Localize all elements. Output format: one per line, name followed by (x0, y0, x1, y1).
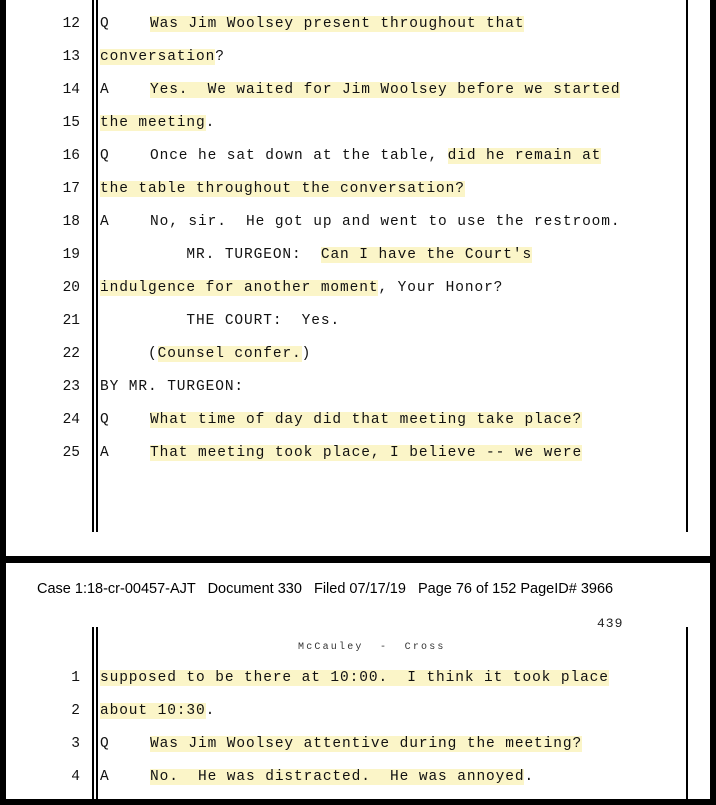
transcript-line-text (150, 736, 582, 752)
speaker-code: Q (100, 736, 110, 752)
line-number: 15 (62, 115, 80, 131)
line-number: 25 (62, 445, 80, 461)
highlighted-text: Was Jim Woolsey present throughout that (150, 16, 525, 32)
highlighted-text: Was Jim Woolsey attentive during the meeting? (150, 736, 583, 752)
line-number: 18 (62, 214, 80, 230)
line-number: 20 (62, 280, 80, 296)
plain-text: , Your Honor? (378, 280, 504, 296)
left-margin-rule (92, 627, 94, 799)
highlighted-text: about 10:30 (100, 703, 206, 719)
transcript-line-text (100, 280, 503, 296)
transcript-line-text (100, 346, 311, 362)
highlighted-text: conversation (100, 49, 216, 65)
speaker-code: Q (100, 16, 110, 32)
plain-text: BY MR. TURGEON: (100, 379, 245, 395)
highlighted-text: did he remain at (447, 148, 602, 164)
transcript-page-75 (6, 0, 710, 556)
highlighted-text: Yes. We waited for Jim Woolsey before we started (150, 82, 621, 98)
plain-text: . (205, 703, 216, 719)
line-number: 14 (62, 82, 80, 98)
transcript-page-76 (6, 563, 710, 799)
speaker-code: A (100, 769, 110, 785)
transcript-line-text (100, 313, 340, 329)
speaker-code: Q (100, 148, 110, 164)
highlighted-text: That meeting took place, I believe -- we were (150, 445, 583, 461)
highlighted-text: Counsel confer. (157, 346, 302, 362)
plain-text: ( (148, 346, 158, 362)
left-margin-rule (92, 0, 94, 532)
highlighted-text: supposed to be there at 10:00. I think it took place (100, 670, 609, 686)
left-margin-rule-inner (96, 0, 98, 532)
line-number: 21 (62, 313, 80, 329)
right-margin-rule (686, 0, 688, 532)
speaker-code: A (100, 82, 110, 98)
page-number: 439 (597, 616, 624, 631)
transcript-line-text (100, 703, 215, 719)
transcript-line-text (100, 49, 225, 65)
transcript-line-text (150, 148, 601, 164)
transcript-line-text (100, 379, 244, 395)
highlighted-text: No. He was distracted. He was annoyed (150, 769, 525, 785)
transcript-line-text (100, 115, 215, 131)
speaker-code: A (100, 214, 110, 230)
highlighted-text: Can I have the Court's (320, 247, 533, 263)
transcript-line-text (150, 769, 534, 785)
speaker-code: A (100, 445, 110, 461)
line-number: 13 (62, 49, 80, 65)
line-number: 12 (62, 16, 80, 32)
highlighted-text: the table throughout the conversation? (100, 181, 465, 197)
plain-text: . (524, 769, 535, 785)
plain-text: ) (301, 346, 312, 362)
line-number: 17 (62, 181, 80, 197)
plain-text: MR. TURGEON: (186, 247, 321, 263)
transcript-line-text (150, 82, 620, 98)
line-number: 22 (62, 346, 80, 362)
plain-text: Once he sat down at the table, (150, 148, 448, 164)
highlighted-text: indulgence for another moment (100, 280, 379, 296)
transcript-line-text (100, 247, 532, 263)
transcript-line-text (100, 670, 609, 686)
line-number: 19 (62, 247, 80, 263)
case-header: Case 1:18-cr-00457-AJT Document 330 Filed 07/17/19 Page 76 of 152 PageID# 3966 (37, 581, 614, 597)
plain-text: THE COURT: Yes. (186, 313, 341, 329)
transcript-line-text (100, 181, 465, 197)
line-number: 24 (62, 412, 80, 428)
line-number: 23 (62, 379, 80, 395)
speaker-code: Q (100, 412, 110, 428)
transcript-line-text (150, 16, 524, 32)
right-margin-rule (686, 627, 688, 799)
line-number: 3 (71, 736, 80, 752)
plain-text: No, sir. He got up and went to use the restroom. (150, 214, 621, 230)
plain-text: . (205, 115, 216, 131)
line-number: 4 (71, 769, 80, 785)
transcript-line-text (150, 214, 620, 230)
transcript-line-text (150, 412, 582, 428)
witness-caption: McCauley - Cross (298, 642, 446, 653)
highlighted-text: the meeting (100, 115, 206, 131)
line-number: 2 (71, 703, 80, 719)
line-number: 16 (62, 148, 80, 164)
plain-text: ? (215, 49, 225, 65)
left-margin-rule-inner (96, 627, 98, 799)
highlighted-text: What time of day did that meeting take place? (150, 412, 583, 428)
transcript-line-text (150, 445, 582, 461)
line-number: 1 (71, 670, 80, 686)
